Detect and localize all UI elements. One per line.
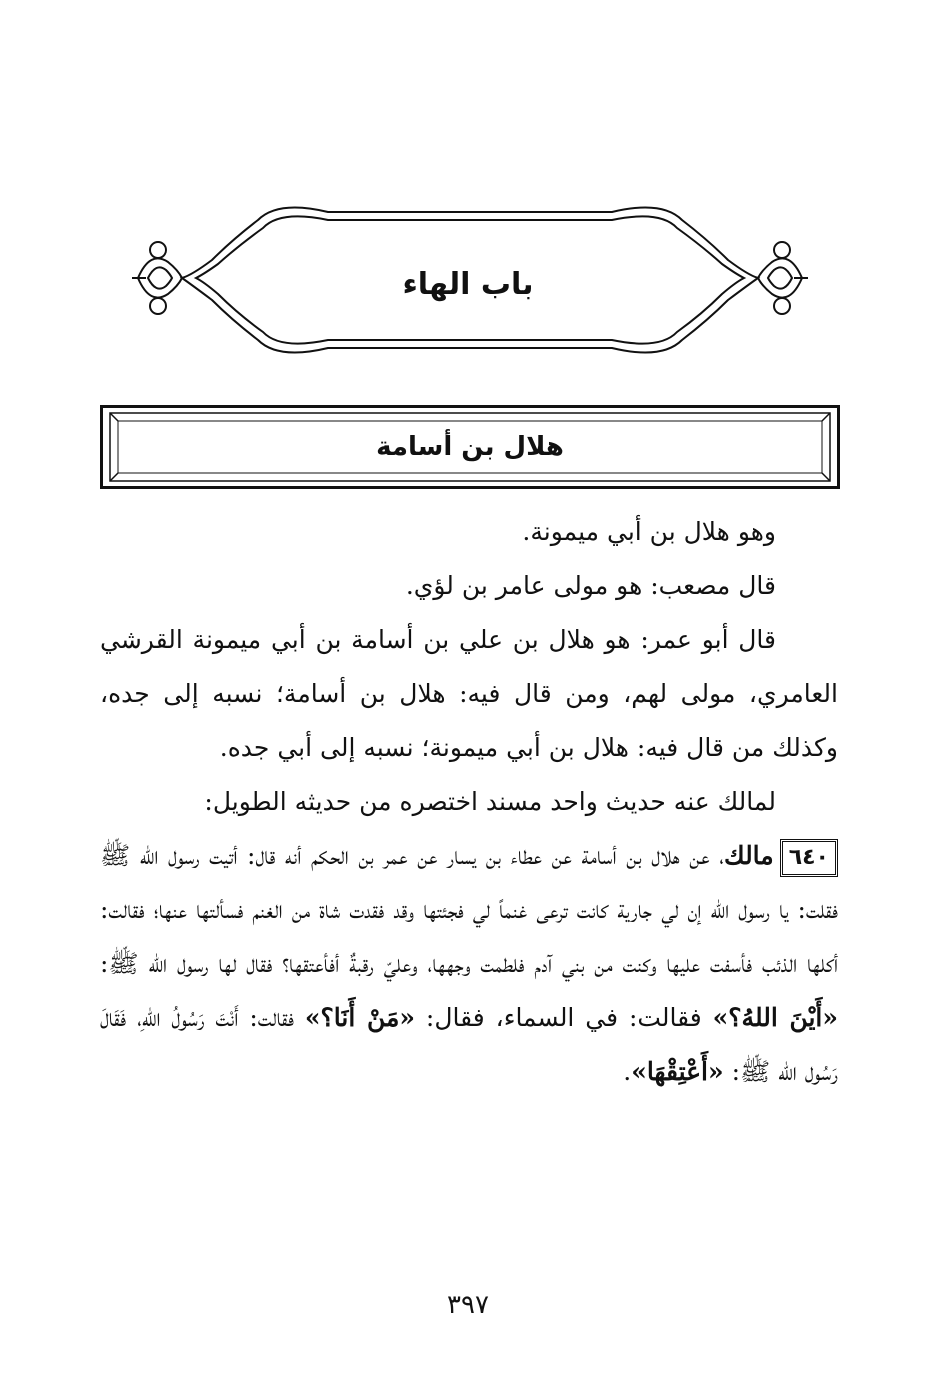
page-number: ٣٩٧	[447, 1290, 489, 1320]
body-text	[100, 505, 838, 1099]
hadith-text-1: ، عن هلال بن أسامة عن عطاء بن يسار عن عمر بن الحكم أنه قال: أتيت رسول الله ﷺ فقلت: يا رسول الله إن لي جارية كانت ترعى غنماً لي فجئتها وقد فقدت شاة من الغنم فسألتها عنها؛ فقالت: أكلها الذئب فأسفت عليها وكنت من بني آدم فلطمت وجهها، وعليّ رقبةٌ أفأعتقها؟ فقال لها رسول الله ﷺ:	[100, 841, 838, 978]
hadith-quote-where: «أَيْنَ اللهُ؟»	[712, 1003, 839, 1032]
paragraph-abu-umar: قال أبو عمر: هو هلال بن علي بن أسامة بن أبي ميمونة القرشي العامري، مولى لهم، ومن قال فيه: هلال بن أسامة؛ نسبه إلى جده، وكذلك من قال فيه: هلال بن أبي ميمونة؛ نسبه إلى أبي جده.	[100, 625, 838, 762]
hadith-text-3: فقالت: أَنْتَ رَسُولُ اللهِ، فَقَالَ رَسُول الله ﷺ:	[100, 1003, 838, 1086]
hadith-number-badge: ٦٤٠	[780, 839, 838, 877]
hadith-paragraph	[100, 829, 838, 1099]
chapter-title: باب الهاء	[402, 267, 534, 302]
hadith-text-2: فقالت: في السماء، فقال:	[415, 1003, 713, 1032]
hadith-quote-who: «مَنْ أَنَا؟»	[304, 1003, 416, 1032]
hadith-narrator: مالك	[724, 841, 774, 870]
section-title: هلال بن أسامة	[376, 432, 564, 462]
paragraph-musab: قال مصعب: هو مولى عامر بن لؤي.	[405, 571, 776, 600]
paragraph-lineage: وهو هلال بن أبي ميمونة.	[522, 517, 776, 546]
hadith-quote-free-her: «أَعْتِقْهَا»	[631, 1057, 724, 1086]
paragraph-malik-note: لمالك عنه حديث واحد مسند اختصره من حديثه الطويل:	[204, 787, 776, 816]
hadith-text-end: .	[623, 1057, 632, 1086]
